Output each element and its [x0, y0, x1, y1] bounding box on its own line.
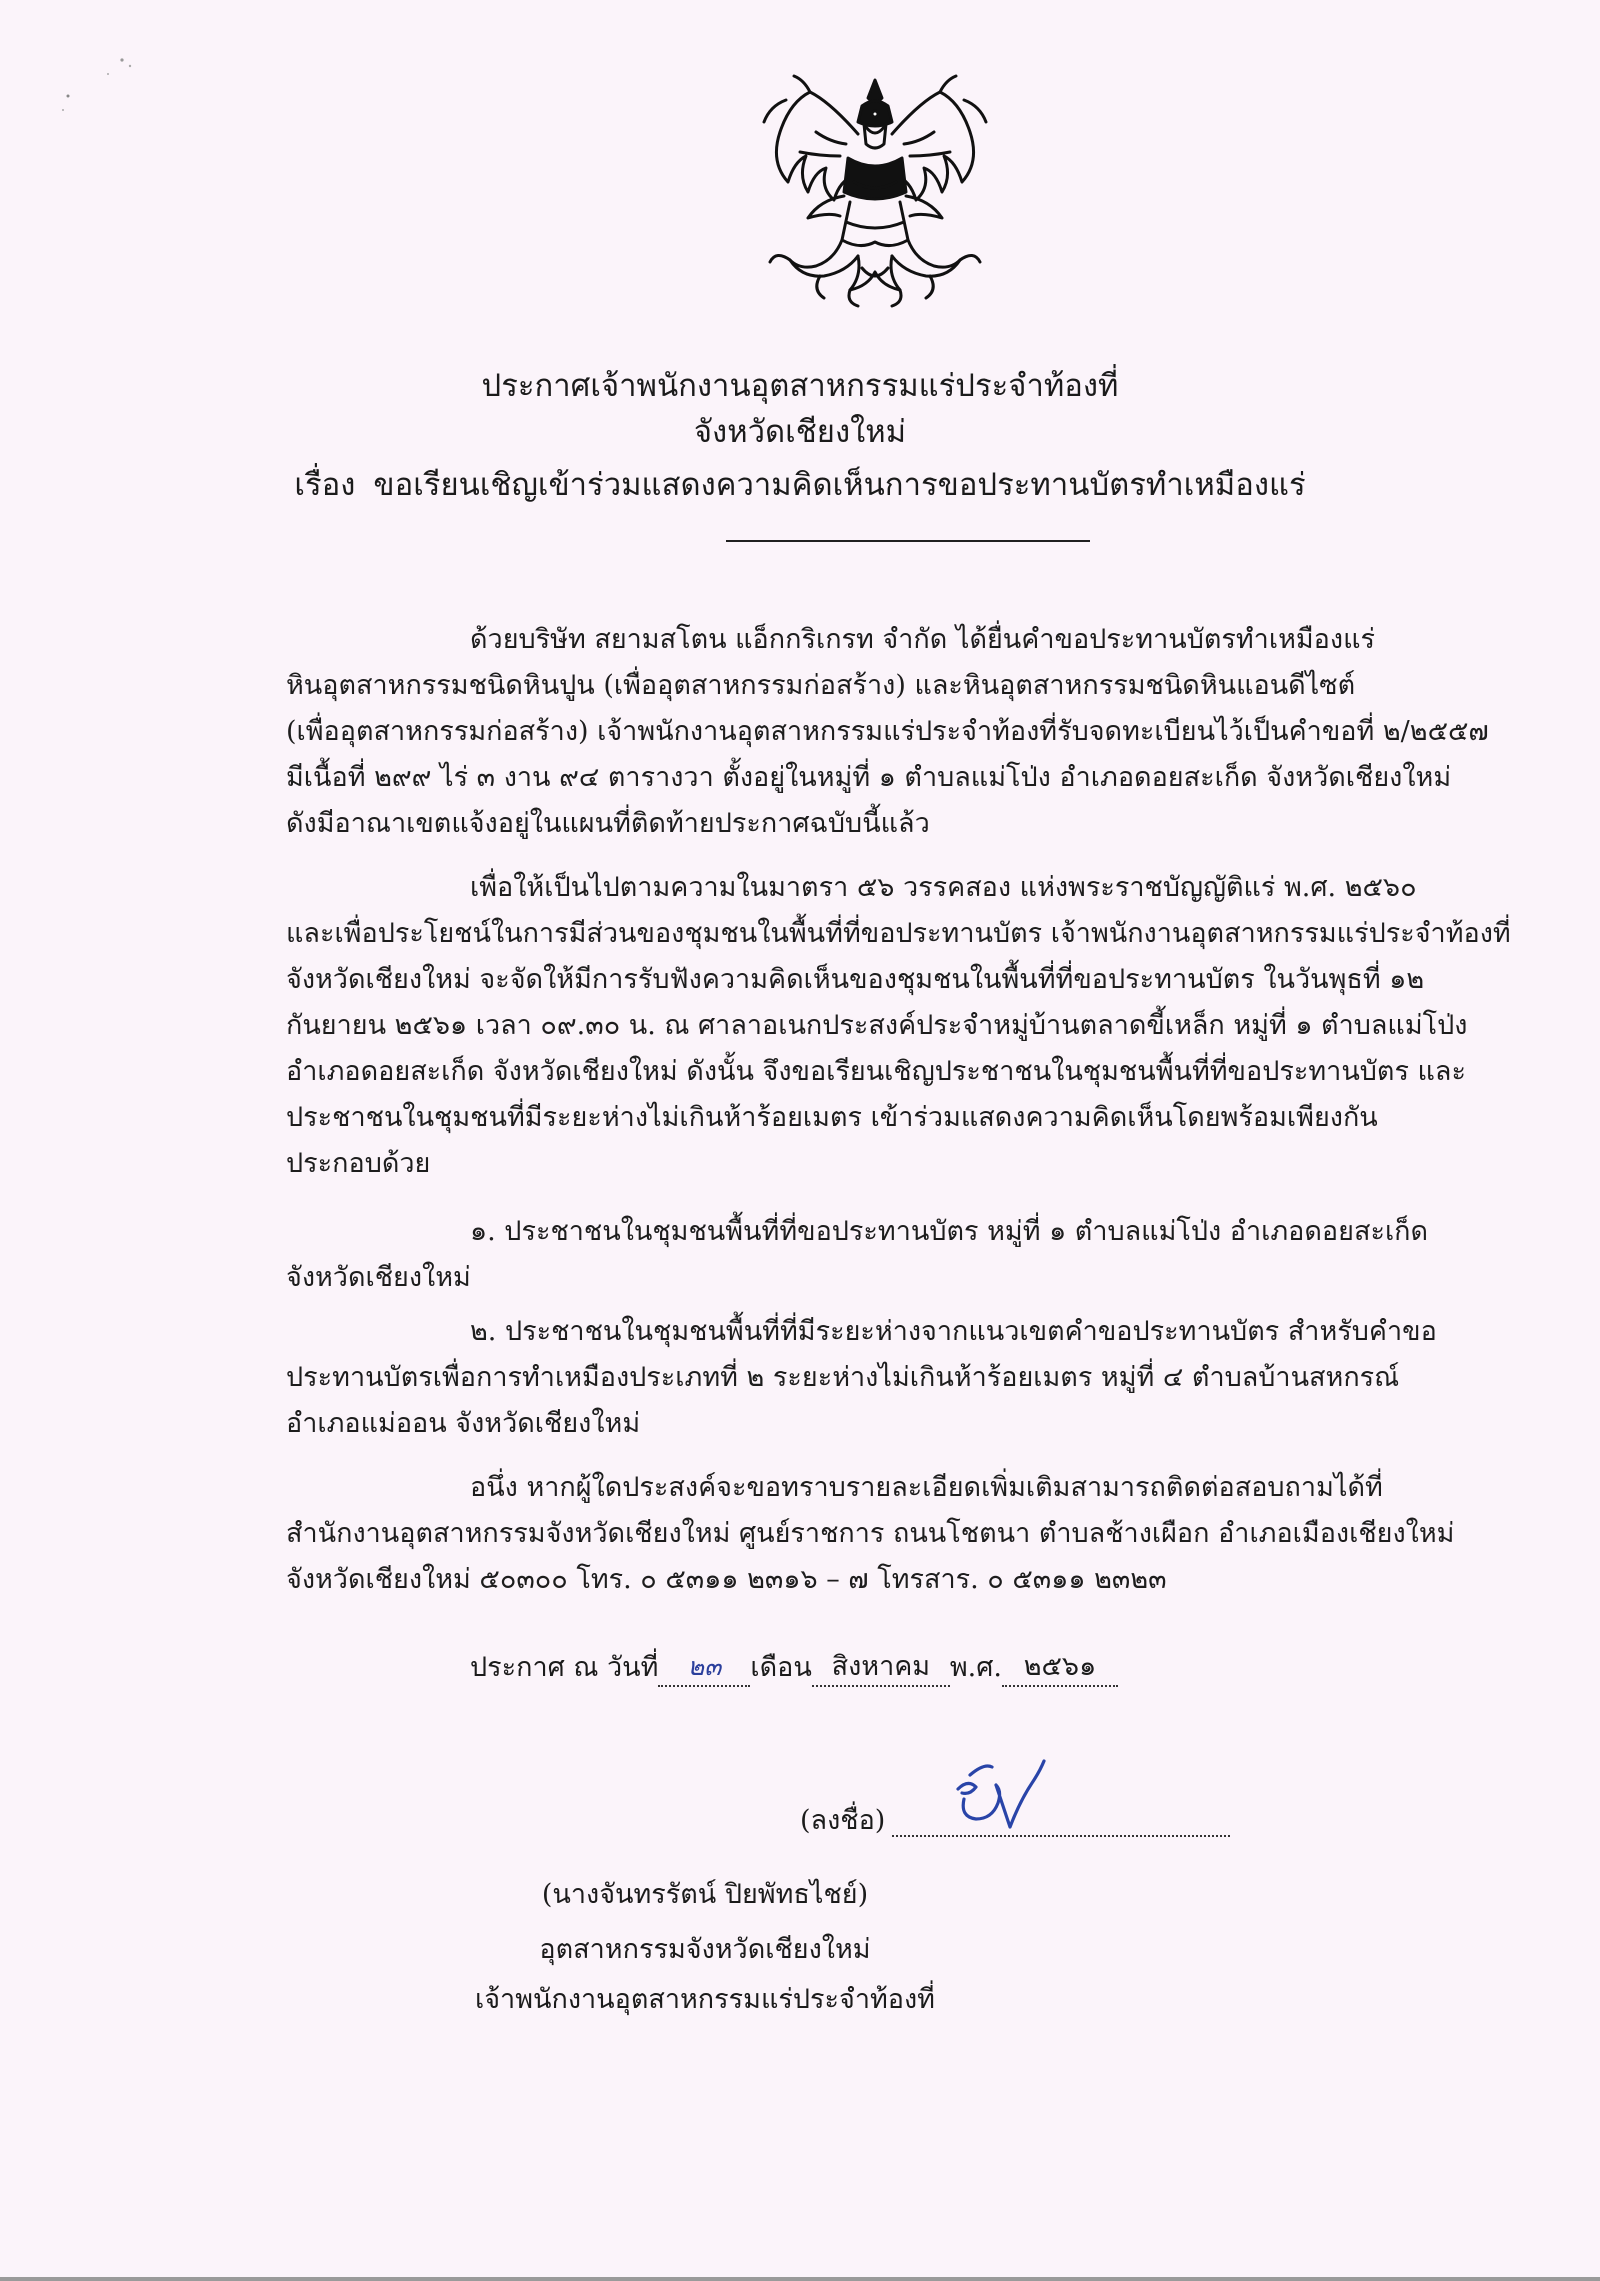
paper-specks [60, 52, 180, 122]
date-month-label: เดือน [750, 1652, 812, 1683]
subject-label: เรื่อง [294, 467, 356, 503]
handwritten-signature-icon [940, 1755, 1090, 1841]
header-divider [726, 540, 1090, 542]
date-year: ๒๕๖๑ [1002, 1649, 1118, 1687]
p1-line-4: มีเนื้อที่ ๒๙๙ ไร่ ๓ งาน ๙๔ ตารางวา ตั้งอยู่ในหมู่ที่ ๑ ตำบลแม่โป่ง อำเภอดอยสะเก็ด จังหวัดเชียงใหม่ [286, 762, 1452, 793]
p3-line-2: สำนักงานอุตสาหกรรมจังหวัดเชียงใหม่ ศูนย์ราชการ ถนนโชตนา ตำบลช้างเผือก อำเภอเมืองเชียงใหม่ [286, 1518, 1455, 1549]
header-line-1: ประกาศเจ้าพนักงานอุตสาหกรรมแร่ประจำท้องที่ [481, 368, 1119, 404]
p2-line-1: เพื่อให้เป็นไปตามความในมาตรา ๕๖ วรรคสอง แห่งพระราชบัญญัติแร่ พ.ศ. ๒๕๖๐ [470, 872, 1417, 903]
p2-line-4: กันยายน ๒๕๖๑ เวลา ๐๙.๓๐ น. ณ ศาลาอเนกประสงค์ประจำหมู่บ้านตลาดขี้เหล็ก หมู่ที่ ๑ ตำบลแม่โป่ง [286, 1010, 1468, 1041]
p1-line-5: ดังมีอาณาเขตแจ้งอยู่ในแผนที่ติดท้ายประกาศฉบับนี้แล้ว [286, 808, 930, 839]
item2-line-1: ๒. ประชาชนในชุมชนพื้นที่ที่มีระยะห่างจากแนวเขตคำขอประทานบัตร สำหรับคำขอ [470, 1316, 1437, 1347]
signature-label: (ลงชื่อ) [800, 1805, 886, 1836]
p1-line-1: ด้วยบริษัท สยามสโตน แอ็กกริเกรท จำกัด ได้ยื่นคำขอประทานบัตรทำเหมืองแร่ [470, 624, 1375, 655]
date-year-label: พ.ศ. [949, 1652, 1002, 1683]
date-prefix: ประกาศ ณ วันที่ [470, 1652, 659, 1683]
p2-line-3: จังหวัดเชียงใหม่ จะจัดให้มีการรับฟังความคิดเห็นของชุมชนในพื้นที่ที่ขอประทานบัตร ในวันพุธที่ ๑๒ [286, 964, 1425, 995]
subject-line [0, 463, 1600, 507]
item1-line-2: จังหวัดเชียงใหม่ [286, 1262, 471, 1293]
garuda-emblem-icon [750, 72, 1000, 310]
item2-line-2: ประทานบัตรเพื่อการทำเหมืองประเภทที่ ๒ ระยะห่างไม่เกินห้าร้อยเมตร หมู่ที่ ๔ ตำบลบ้านสหกรณ์ [286, 1362, 1400, 1393]
p3-line-3: จังหวัดเชียงใหม่ ๕๐๓๐๐ โทร. ๐ ๕๓๑๑ ๒๓๑๖ – ๗ โทรสาร. ๐ ๕๓๑๑ ๒๓๒๓ [286, 1564, 1167, 1595]
scan-bottom-edge [0, 2277, 1600, 2281]
p2-line-5: อำเภอดอยสะเก็ด จังหวัดเชียงใหม่ ดังนั้น จึงขอเรียนเชิญประชาชนในชุมชนพื้นที่ที่ขอประทานบัตร และ [286, 1056, 1466, 1087]
item2-line-3: อำเภอแม่ออน จังหวัดเชียงใหม่ [286, 1408, 641, 1439]
p2-line-7: ประกอบด้วย [286, 1148, 431, 1179]
date-month: สิงหาคม [812, 1649, 950, 1687]
p2-line-6: ประชาชนในชุมชนที่มีระยะห่างไม่เกินห้าร้อยเมตร เข้าร่วมแสดงความคิดเห็นโดยพร้อมเพียงกัน [286, 1102, 1378, 1133]
p2-line-2: และเพื่อประโยชน์ในการมีส่วนของชุมชนในพื้นที่ที่ขอประทานบัตร เจ้าพนักงานอุตสาหกรรมแร่ประจำท้องที่ [286, 918, 1511, 949]
signer-position-2: เจ้าพนักงานอุตสาหกรรมแร่ประจำท้องที่ [475, 1984, 935, 2015]
signer-position-1: อุตสาหกรรมจังหวัดเชียงใหม่ [539, 1934, 871, 1965]
date-day: ๒๓ [658, 1649, 750, 1687]
announcement-date [470, 1650, 1118, 1688]
subject-text: ขอเรียนเชิญเข้าร่วมแสดงความคิดเห็นการขอประทานบัตรทำเหมืองแร่ [373, 467, 1306, 503]
p3-line-1: อนึ่ง หากผู้ใดประสงค์จะขอทราบรายละเอียดเพิ่มเติมสามารถติดต่อสอบถามได้ที่ [470, 1472, 1383, 1503]
signer-name: (นางจันทรรัตน์ ปิยพัทธไชย์) [541, 1879, 869, 1910]
signature-block [800, 1755, 1280, 1865]
p1-line-2: หินอุตสาหกรรมชนิดหินปูน (เพื่ออุตสาหกรรมก่อสร้าง) และหินอุตสาหกรรมชนิดหินแอนดีไซต์ [286, 670, 1356, 701]
header-line-2: จังหวัดเชียงใหม่ [693, 414, 907, 450]
item1-line-1: ๑. ประชาชนในชุมชนพื้นที่ที่ขอประทานบัตร หมู่ที่ ๑ ตำบลแม่โป่ง อำเภอดอยสะเก็ด [470, 1216, 1429, 1247]
p1-line-3: (เพื่ออุตสาหกรรมก่อสร้าง) เจ้าพนักงานอุตสาหกรรมแร่ประจำท้องที่รับจดทะเบียนไว้เป็นคำขอที่ ๒/๒๕๕๗ [286, 716, 1489, 747]
